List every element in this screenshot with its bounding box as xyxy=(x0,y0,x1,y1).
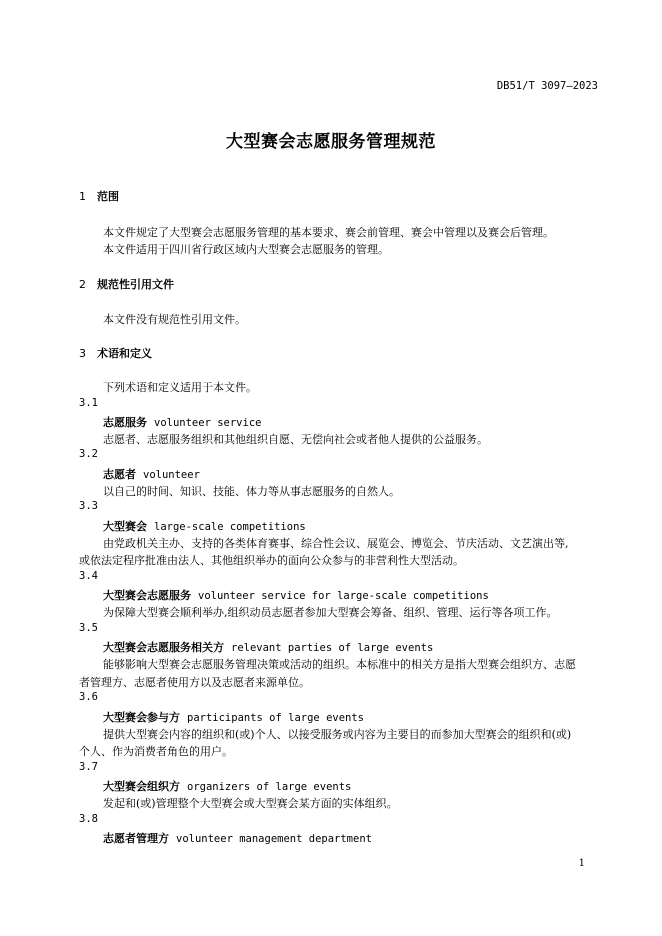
term-definition: 志愿者、志愿服务组织和其他组织自愿、无偿向社会或者他人提供的公益服务。 xyxy=(103,433,488,446)
document-code: DB51/T 3097—2023 xyxy=(496,80,598,92)
term-definition: 发起和(或)管理整个大型赛会或大型赛会某方面的实体组织。 xyxy=(103,797,398,810)
term-heading xyxy=(103,709,364,725)
term-zh: 大型赛会参与方 xyxy=(103,711,180,724)
term-number: 3.4 xyxy=(79,570,98,582)
term-en: volunteer service xyxy=(154,417,262,429)
term-number: 3.7 xyxy=(79,761,98,773)
term-heading xyxy=(103,778,351,794)
term-zh: 志愿者 xyxy=(103,468,136,481)
section-heading-terms xyxy=(79,345,152,361)
term-zh: 大型赛会 xyxy=(103,520,147,533)
term-heading xyxy=(103,518,306,534)
term-heading xyxy=(103,639,433,655)
term-en: volunteer management department xyxy=(176,833,372,845)
section-heading-normative-references xyxy=(79,276,174,292)
term-zh: 志愿者管理方 xyxy=(103,832,169,845)
term-definition: 或依法定程序批准由法人、其他组织举办的面向公众参与的非营利性大型活动。 xyxy=(79,554,464,567)
term-definition: 以自己的时间、知识、技能、体力等从事志愿服务的自然人。 xyxy=(103,485,400,498)
section-heading-scope xyxy=(79,188,119,204)
term-number: 3.6 xyxy=(79,691,98,703)
term-zh: 大型赛会志愿服务相关方 xyxy=(103,641,224,654)
term-number: 3.1 xyxy=(79,397,98,409)
term-definition: 者管理方、志愿者使用方以及志愿者来源单位。 xyxy=(79,676,310,689)
term-heading xyxy=(103,414,261,430)
term-definition: 提供大型赛会内容的组织和(或)个人、以接受服务或内容为主要目的而参加大型赛会的组织和(或) xyxy=(103,728,572,741)
term-definition: 能够影响大型赛会志愿服务管理决策或活动的组织。本标准中的相关方是指大型赛会组织方、志愿 xyxy=(103,658,576,671)
term-heading xyxy=(103,466,200,482)
term-en: organizers of large events xyxy=(187,781,352,793)
section-title: 术语和定义 xyxy=(97,347,152,360)
term-en: volunteer xyxy=(143,469,200,481)
term-zh: 志愿服务 xyxy=(103,416,147,429)
section-number: 1 xyxy=(79,190,86,203)
term-number: 3.3 xyxy=(79,500,98,512)
section-title: 范围 xyxy=(97,190,119,203)
term-en: large-scale competitions xyxy=(154,521,306,533)
term-heading xyxy=(103,587,489,603)
term-en: relevant parties of large events xyxy=(231,642,434,654)
paragraph: 本文件规定了大型赛会志愿服务管理的基本要求、赛会前管理、赛会中管理以及赛会后管理。 xyxy=(103,226,554,239)
term-zh: 大型赛会组织方 xyxy=(103,780,180,793)
section-number: 3 xyxy=(79,347,86,360)
term-definition: 个人、作为消费者角色的用户。 xyxy=(79,745,233,758)
paragraph: 本文件适用于四川省行政区域内大型赛会志愿服务的管理。 xyxy=(103,243,389,256)
document-title: 大型赛会志愿服务管理规范 xyxy=(226,132,436,152)
paragraph: 下列术语和定义适用于本文件。 xyxy=(103,381,257,394)
term-en: participants of large events xyxy=(187,712,365,724)
term-number: 3.8 xyxy=(79,813,98,825)
term-number: 3.2 xyxy=(79,448,98,460)
term-number: 3.5 xyxy=(79,622,98,634)
section-title: 规范性引用文件 xyxy=(97,278,174,291)
term-heading xyxy=(103,830,372,846)
term-definition: 为保障大型赛会顺利举办,组织动员志愿者参加大型赛会筹备、组织、管理、运行等各项工作。 xyxy=(103,606,558,619)
term-definition: 由党政机关主办、支持的各类体育赛事、综合性会议、展览会、博览会、节庆活动、文艺演出等, xyxy=(103,537,569,550)
page-number: 1 xyxy=(578,858,585,869)
paragraph: 本文件没有规范性引用文件。 xyxy=(103,313,246,326)
term-zh: 大型赛会志愿服务 xyxy=(103,589,191,602)
term-en: volunteer service for large-scale competitions xyxy=(198,590,489,602)
section-number: 2 xyxy=(79,278,86,291)
